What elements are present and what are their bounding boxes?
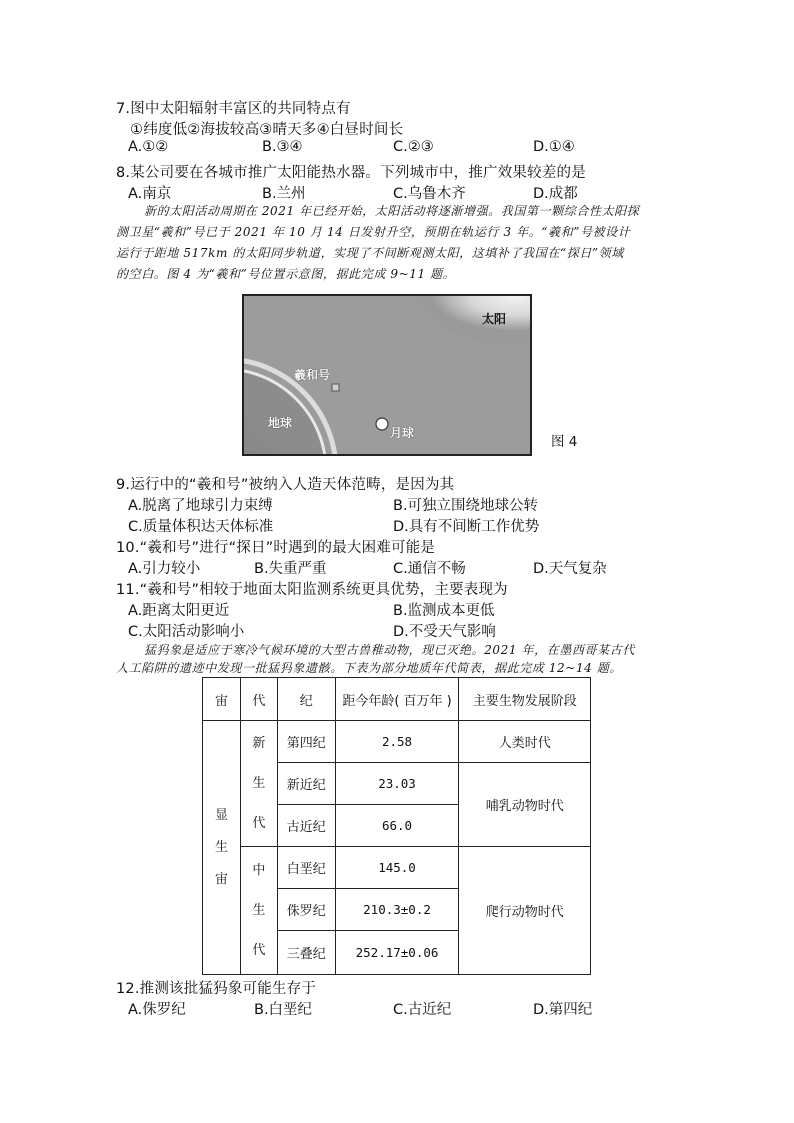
stage-cell: 人类时代 <box>459 721 591 763</box>
table-header-row <box>203 678 591 721</box>
era-char: 新 <box>252 735 266 751</box>
q9-option-d: D.具有不间断工作优势 <box>393 519 540 535</box>
q12-option-a: A.侏罗纪 <box>128 1002 186 1018</box>
satellite-marker <box>332 384 339 391</box>
q11-option-c: C.太阳活动影响小 <box>128 624 245 640</box>
period-cell: 新近纪 <box>277 763 335 805</box>
era-char: 代 <box>252 942 266 958</box>
header-stage: 主要生物发展阶段 <box>459 678 591 721</box>
table-row <box>203 721 591 763</box>
q9-stem: 9.运行中的“羲和号”被纳入人造天体范畴，是因为其 <box>116 477 455 493</box>
period-cell: 三叠纪 <box>277 931 335 975</box>
q7-option-d: D.①④ <box>533 139 575 155</box>
earth-label: 地球 <box>268 416 293 430</box>
age-cell: 23.03 <box>335 763 459 805</box>
age-cell: 145.0 <box>335 847 459 889</box>
q10-option-a: A.引力较小 <box>128 561 201 577</box>
q11-option-d: D.不受天气影响 <box>393 624 496 640</box>
eon-char: 生 <box>214 839 228 855</box>
satellite-position-figure <box>242 294 532 456</box>
age-cell: 66.0 <box>335 805 459 847</box>
age-cell: 210.3±0.2 <box>335 889 459 931</box>
q8-option-b: B.兰州 <box>262 186 306 202</box>
era-mesozoic-cell <box>240 847 277 975</box>
q8-option-d: D.成都 <box>533 186 578 202</box>
q8-option-a: A.南京 <box>128 186 172 202</box>
period-cell: 侏罗纪 <box>277 889 335 931</box>
q10-option-c: C.通信不畅 <box>393 561 466 577</box>
era-char: 代 <box>252 815 266 831</box>
q12-option-b: B.白垩纪 <box>254 1002 313 1018</box>
q11-option-b: B.监测成本更低 <box>393 603 495 619</box>
era-cenozoic-cell <box>240 721 277 847</box>
q11-option-a: A.距离太阳更近 <box>128 603 230 619</box>
header-era: 代 <box>240 678 277 721</box>
header-period: 纪 <box>277 678 335 721</box>
moon-disk <box>376 418 388 430</box>
passage1-line-4: 的空白。图 4 为“羲和”号位置示意图，据此完成 9~11 题。 <box>116 267 456 281</box>
period-cell: 白垩纪 <box>277 847 335 889</box>
q12-option-c: C.古近纪 <box>393 1002 452 1018</box>
era-char: 生 <box>252 902 266 918</box>
q11-stem: 11.“羲和号”相较于地面太阳监测系统更具优势，主要表现为 <box>116 582 508 598</box>
q10-stem: 10.“羲和号”进行“探日”时遇到的最大困难可能是 <box>116 540 436 556</box>
q12-option-d: D.第四纪 <box>533 1002 593 1018</box>
era-char: 中 <box>252 862 266 878</box>
q9-option-b: B.可独立围绕地球公转 <box>393 498 539 514</box>
passage2-line-1: 猛犸象是适应于寒冷气候环境的大型古兽稚动物，现已灭绝。2021 年，在墨西哥某古代 <box>144 643 635 657</box>
q7-option-c: C.②③ <box>393 139 434 155</box>
header-eon: 宙 <box>203 678 241 721</box>
q8-stem: 8.某公司要在各城市推广太阳能热水器。下列城市中，推广效果较差的是 <box>116 165 586 181</box>
eon-cell <box>203 721 241 975</box>
q9-option-c: C.质量体积达天体标准 <box>128 519 274 535</box>
stage-cell: 哺乳动物时代 <box>459 763 591 847</box>
period-cell: 第四纪 <box>277 721 335 763</box>
q7-option-a: A.①② <box>128 139 169 155</box>
satellite-label: 羲和号 <box>294 368 331 382</box>
header-age: 距今年龄( 百万年 ) <box>335 678 459 721</box>
figure-caption: 图 4 <box>551 434 578 450</box>
q7-option-b: B.③④ <box>262 139 303 155</box>
era-char: 生 <box>252 775 266 791</box>
q7-stem: 7.图中太阳辐射丰富区的共同特点有 <box>116 101 351 117</box>
passage1-line-3: 运行于距地 517km 的太阳同步轨道，实现了不间断观测太阳，这填补了我国在“探日”领域 <box>116 246 624 260</box>
geologic-time-table <box>202 677 591 975</box>
q8-option-c: C.乌鲁木齐 <box>393 186 466 202</box>
passage1-line-2: 测卫星“羲和”号已于 2021 年 10 月 14 日发射升空，预期在轨运行 3 年。“羲和”号被设计 <box>116 225 631 239</box>
q12-stem: 12.推测该批猛犸象可能生存于 <box>116 981 317 997</box>
q10-option-b: B.失重严重 <box>254 561 327 577</box>
passage1-line-1: 新的太阳活动周期在 2021 年已经开始，太阳活动将逐渐增强。我国第一颗综合性太阳探 <box>144 204 640 218</box>
moon-label: 月球 <box>390 426 415 440</box>
table-row <box>203 847 591 889</box>
age-cell: 2.58 <box>335 721 459 763</box>
passage2-line-2: 人工陷阱的遗迹中发现一批猛犸象遗骸。下表为部分地质年代简表，据此完成 12~14 题。 <box>116 661 623 675</box>
eon-char: 显 <box>214 807 228 823</box>
age-cell: 252.17±0.06 <box>335 931 459 975</box>
stage-cell: 爬行动物时代 <box>459 847 591 975</box>
q7-items: ①纬度低②海拔较高③晴天多④白昼时间长 <box>130 122 404 138</box>
q10-option-d: D.天气复杂 <box>533 561 607 577</box>
q9-option-a: A.脱离了地球引力束缚 <box>128 498 273 514</box>
period-cell: 古近纪 <box>277 805 335 847</box>
sun-label: 太阳 <box>482 312 507 326</box>
eon-char: 宙 <box>214 871 228 887</box>
